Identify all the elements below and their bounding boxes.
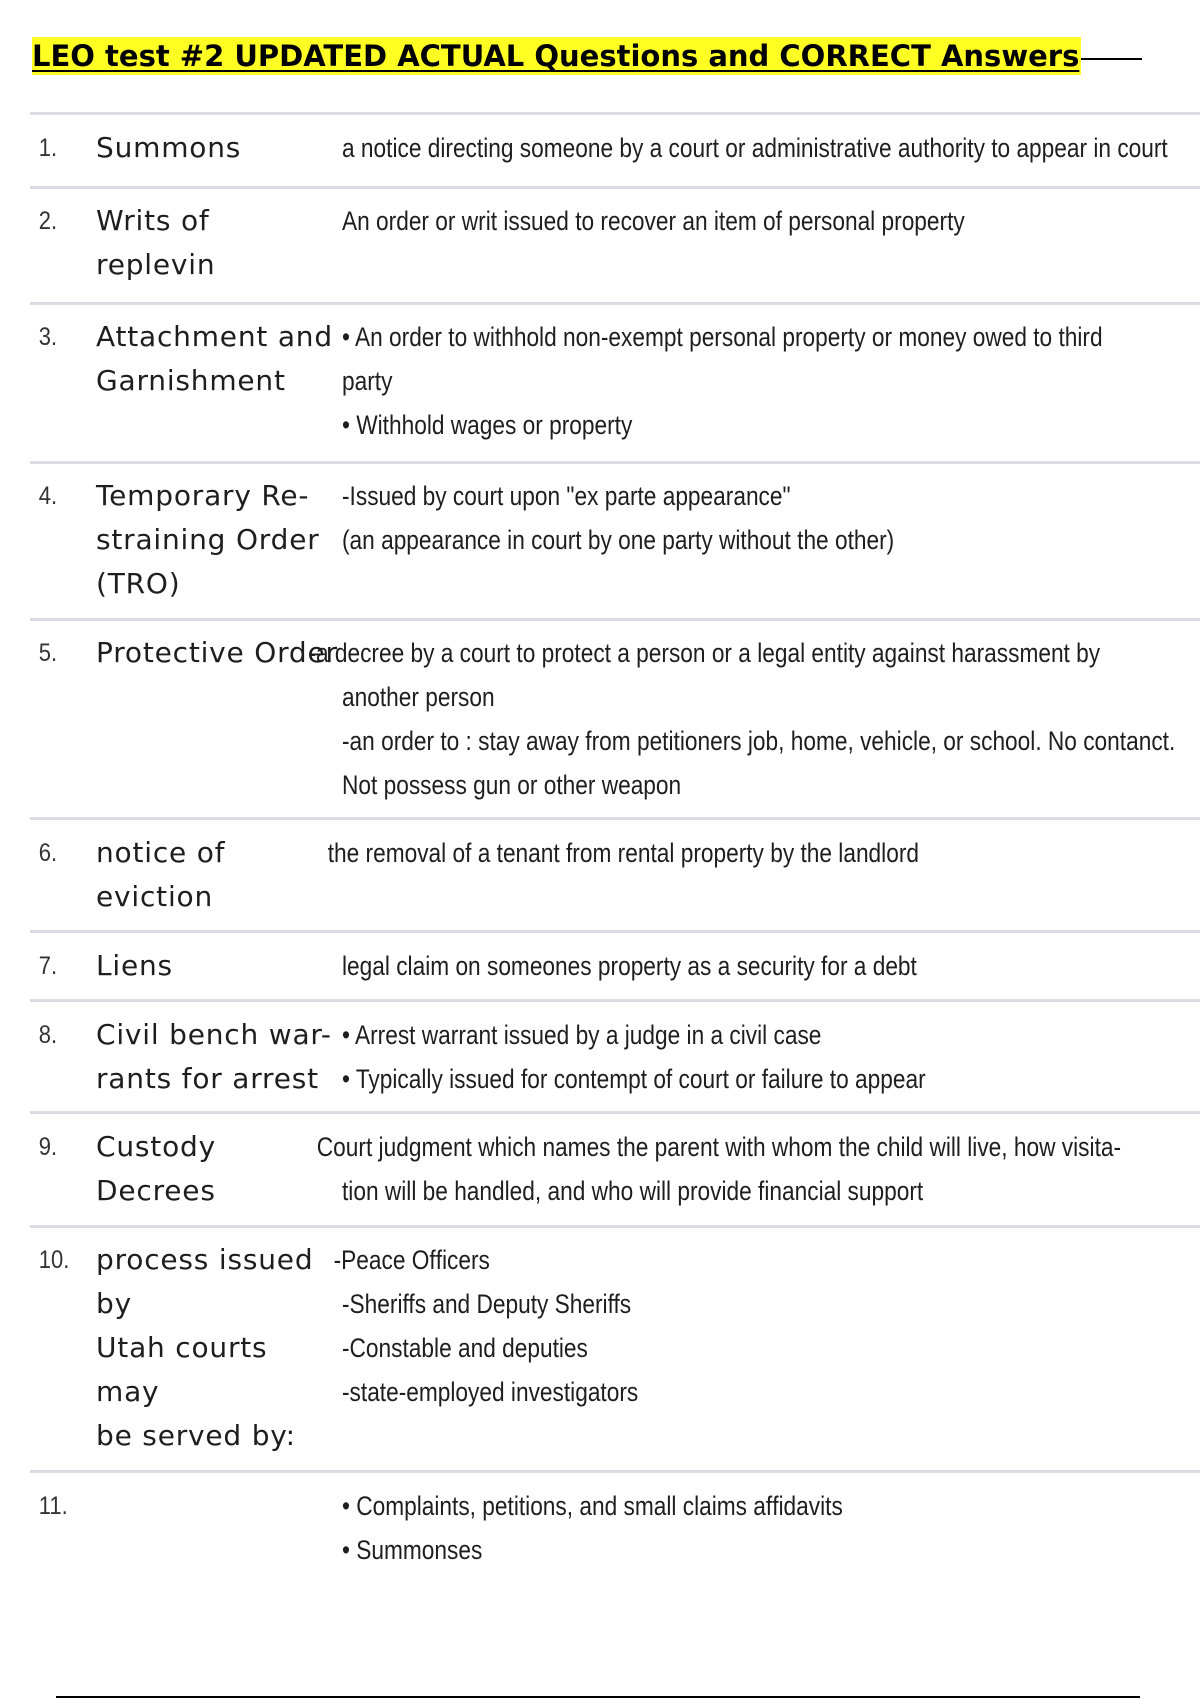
item-number: 9.	[38, 1133, 58, 1161]
definition-line: -a decree by a court to protect a person or a legal entity against harassment by	[308, 638, 1101, 668]
page-bottom-rule	[56, 1696, 1140, 1698]
item-term	[96, 199, 338, 287]
term-line: Civil bench war-	[96, 1018, 332, 1051]
term-line: Utah courts may	[96, 1331, 268, 1408]
qa-row	[30, 115, 1200, 189]
item-number: 7.	[38, 952, 58, 980]
item-definition	[342, 1484, 1063, 1572]
definition-line: • An order to withhold non-exempt personal property or money owed to third	[342, 322, 1103, 352]
definition-line: another person	[342, 682, 495, 712]
item-definition	[342, 199, 1063, 287]
item-definition	[327, 831, 1063, 919]
item-definition	[342, 944, 1063, 988]
qa-row	[30, 189, 1200, 305]
term-line: rants for arrest	[96, 1062, 319, 1095]
term-line: straining Order	[96, 523, 320, 556]
definition-line: a notice directing someone by a court or administrative authority to appear in court	[342, 133, 1168, 163]
term-line: notice of eviction	[96, 836, 226, 913]
qa-row	[30, 621, 1200, 820]
term-line: Protective Order	[96, 636, 338, 669]
item-definition	[333, 1238, 1063, 1458]
term-line: Temporary Re-	[96, 479, 310, 512]
definition-line: (an appearance in court by one party without the other)	[342, 525, 895, 555]
item-term	[96, 126, 338, 170]
term-line: process issued by	[96, 1243, 314, 1320]
item-term	[96, 831, 338, 919]
definition-line: • Typically issued for contempt of court or failure to appear	[342, 1064, 926, 1094]
definition-line: -Issued by court upon "ex parte appearance"	[342, 481, 791, 511]
term-line: Liens	[96, 949, 173, 982]
definition-line: -Sheriffs and Deputy Sheriffs	[342, 1289, 632, 1319]
definition-line: -Peace Ofﬁcers	[333, 1245, 490, 1275]
item-definition	[342, 315, 1103, 447]
definition-line: • Withhold wages or property	[342, 410, 633, 440]
item-number: 10.	[38, 1246, 70, 1274]
definition-line: Court judgment which names the parent with whom the child will live, how visita-	[316, 1132, 1122, 1162]
qa-row	[30, 1114, 1200, 1228]
definition-line: An order or writ issued to recover an item of personal property	[342, 206, 965, 236]
title-rule	[1081, 58, 1142, 60]
item-term	[96, 1484, 338, 1572]
item-number: 8.	[38, 1021, 58, 1049]
qa-row	[30, 1473, 1200, 1572]
definition-line: -state-employed investigators	[342, 1377, 639, 1407]
definition-line: Not possess gun or other weapon	[342, 770, 682, 800]
definition-line: party	[342, 366, 393, 396]
item-number: 4.	[38, 482, 58, 510]
item-number: 11.	[38, 1492, 68, 1520]
definition-line: • Summonses	[342, 1535, 483, 1565]
term-line: Attachment and	[96, 320, 333, 353]
qa-row	[30, 305, 1200, 464]
definition-line: • Complaints, petitions, and small claims afﬁdavits	[342, 1491, 843, 1521]
item-term	[96, 315, 338, 447]
item-number: 1.	[38, 134, 58, 162]
definition-line: -an order to : stay away from petitioners job, home, vehicle, or school. No contanct.	[342, 726, 1176, 756]
item-number: 3.	[38, 323, 58, 351]
qa-list	[30, 112, 1200, 1572]
item-definition	[342, 126, 1168, 170]
definition-line: legal claim on someones property as a security for a debt	[342, 951, 917, 981]
item-number: 2.	[38, 207, 58, 235]
item-term	[96, 944, 338, 988]
term-line: be served by:	[96, 1419, 296, 1452]
item-definition	[316, 1125, 1122, 1213]
term-line: Summons	[96, 131, 242, 164]
qa-row	[30, 1228, 1200, 1473]
item-term	[96, 1238, 338, 1458]
definition-line: -Constable and deputies	[342, 1333, 588, 1363]
term-line: (TRO)	[96, 567, 181, 600]
item-number: 6.	[38, 839, 58, 867]
definition-line: the removal of a tenant from rental property by the landlord	[327, 838, 919, 868]
item-definition	[308, 631, 1176, 807]
item-definition	[342, 1013, 1063, 1101]
qa-row	[30, 820, 1200, 933]
definition-line: • Arrest warrant issued by a judge in a civil case	[342, 1020, 822, 1050]
document-title: LEO test #2 UPDATED ACTUAL Questions and CORRECT Answers	[32, 39, 1080, 73]
item-term	[96, 631, 338, 807]
qa-row	[30, 464, 1200, 621]
item-definition	[342, 474, 1063, 606]
definition-line: tion will be handled, and who will provide financial support	[342, 1176, 924, 1206]
title-row	[32, 36, 1142, 76]
item-term	[96, 1013, 338, 1101]
qa-row	[30, 933, 1200, 1002]
item-term	[96, 1125, 338, 1213]
term-line: Custody Decrees	[96, 1130, 216, 1207]
item-number: 5.	[38, 639, 58, 667]
term-line: Garnishment	[96, 364, 286, 397]
qa-row	[30, 1002, 1200, 1114]
term-line: Writs of replevin	[96, 204, 216, 281]
item-term	[96, 474, 338, 606]
